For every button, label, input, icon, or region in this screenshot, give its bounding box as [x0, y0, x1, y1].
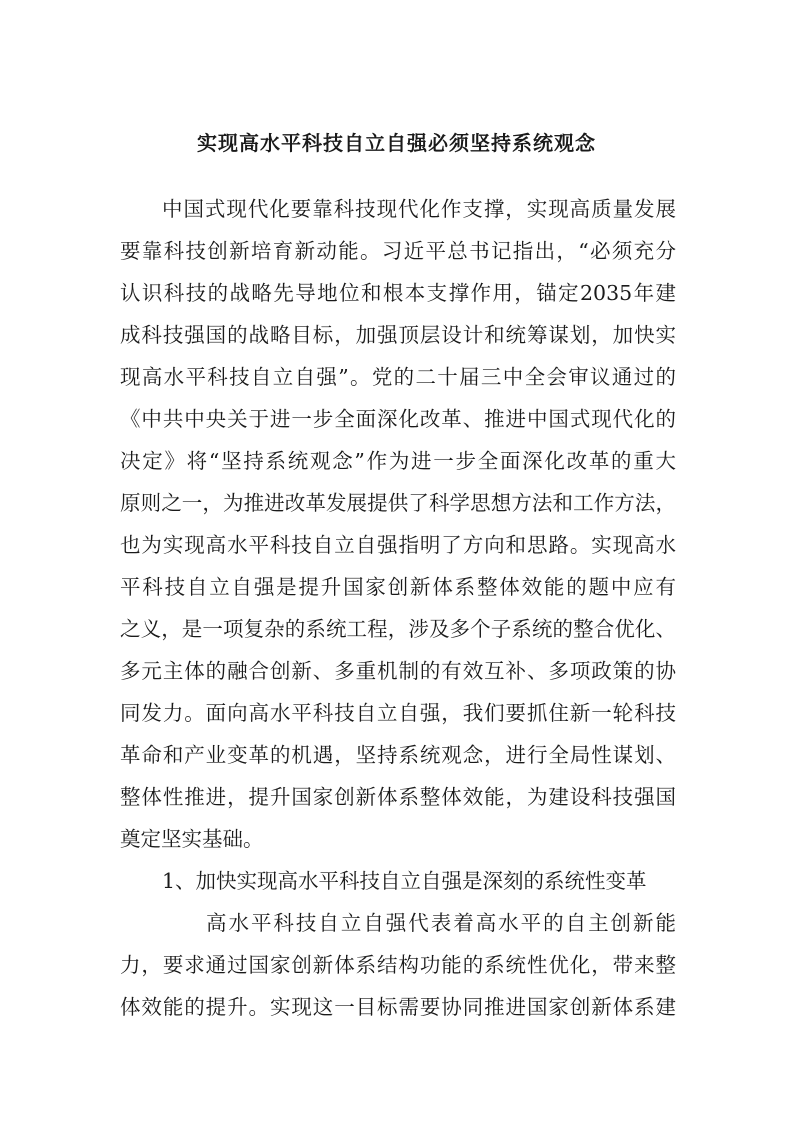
paragraph-1-line: 之义，是一项复杂的系统工程，涉及多个子系统的整合优化、 [120, 617, 676, 641]
paragraph-1-line: 中国式现代化要靠科技现代化作支撑，实现高质量发展 [162, 197, 676, 221]
paragraph-2-line: 体效能的提升。实现这一目标需要协同推进国家创新体系建 [120, 995, 676, 1019]
paragraph-1-line: 整体性推进，提升国家创新体系整体效能，为建设科技强国 [120, 785, 676, 809]
paragraph-1-line: 决定》将“坚持系统观念”作为进一步全面深化改革的重大 [120, 449, 676, 473]
paragraph-2-line: 高水平科技自立自强代表着高水平的自主创新能 [206, 911, 676, 935]
document-title: 实现高水平科技自立自强必须坚持系统观念 [197, 131, 596, 155]
paragraph-2-line: 力，要求通过国家创新体系结构功能的系统性优化，带来整 [120, 953, 676, 977]
paragraph-1-line: 成科技强国的战略目标，加强顶层设计和统筹谋划，加快实 [120, 323, 676, 347]
paragraph-1-line: 奠定坚实基础。 [120, 827, 264, 851]
paragraph-1-line: 多元主体的融合创新、多重机制的有效互补、多项政策的协 [120, 659, 676, 683]
paragraph-1-line: 革命和产业变革的机遇，坚持系统观念，进行全局性谋划、 [120, 743, 676, 767]
paragraph-1-line: 《中共中央关于进一步全面深化改革、推进中国式现代化的 [120, 407, 676, 431]
paragraph-1-line: 也为实现高水平科技自立自强指明了方向和思路。实现高水 [120, 533, 676, 557]
paragraph-1-line: 现高水平科技自立自强”。党的二十届三中全会审议通过的 [120, 365, 676, 389]
paragraph-1-line: 原则之一，为推进改革发展提供了科学思想方法和工作方法， [120, 491, 676, 515]
paragraph-1-line: 要靠科技创新培育新动能。习近平总书记指出，“必须充分 [120, 239, 676, 263]
paragraph-1-line: 同发力。面向高水平科技自立自强，我们要抓住新一轮科技 [120, 701, 676, 725]
paragraph-1-line: 平科技自立自强是提升国家创新体系整体效能的题中应有 [120, 575, 676, 599]
paragraph-1-line: 认识科技的战略先导地位和根本支撑作用，锚定2035年建 [120, 281, 676, 305]
section-1-heading: 1、加快实现高水平科技自立自强是深刻的系统性变革 [162, 869, 647, 893]
